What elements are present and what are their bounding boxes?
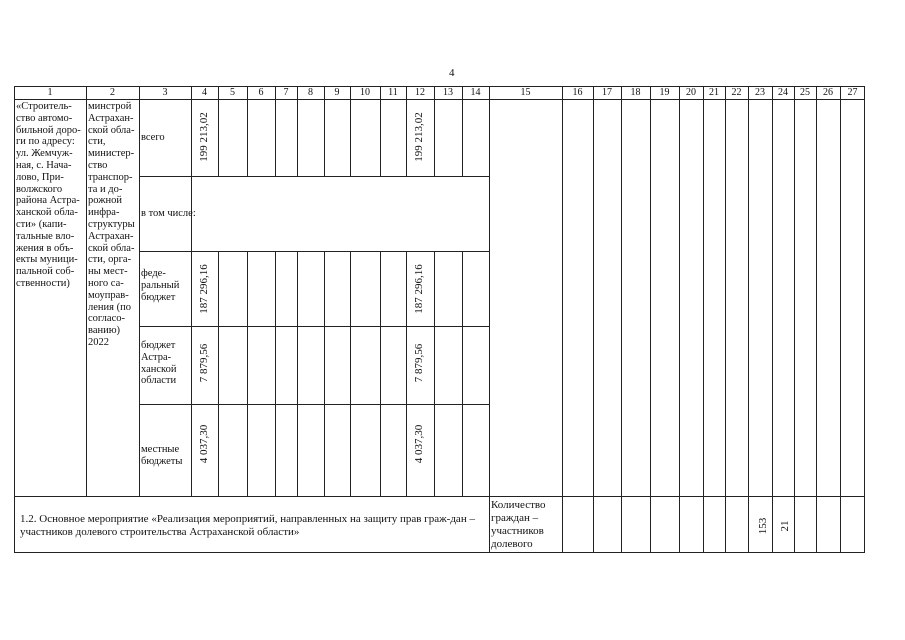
- amount-federal-col12: 187 296,16: [413, 264, 425, 314]
- col-header: 3: [162, 87, 168, 98]
- col-header: 17: [602, 87, 612, 98]
- col-header: 27: [847, 87, 858, 98]
- col-header: 9: [334, 87, 340, 98]
- amount-local-col12: 4 037,30: [413, 424, 425, 464]
- main-event-title: 1.2. Основное мероприятие «Реализация мероприятий, направленных на защиту прав граж-дан – участников долевого строительства Астраханской области»: [20, 513, 475, 538]
- indicator-name: Количество граждан – участников долевого: [491, 499, 546, 550]
- col-header: 5: [230, 87, 235, 98]
- amount-total-col4: 199 213,02: [198, 112, 210, 162]
- col-header: 24: [778, 87, 788, 98]
- page-number: 4: [449, 67, 455, 79]
- col-header: 10: [360, 87, 370, 98]
- indicator-value-col25: 21: [779, 520, 791, 532]
- col-header: 19: [659, 87, 670, 98]
- col-header: 22: [731, 87, 742, 98]
- col-header: 12: [415, 87, 425, 98]
- indicator-value-col24: 153: [757, 517, 769, 535]
- subrow-label-total: всего: [141, 132, 165, 143]
- subrow-label-regional: бюджет Астра-ханской области: [141, 340, 177, 387]
- amount-total-col12: 199 213,02: [413, 112, 425, 162]
- amount-regional-col12: 7 879,56: [413, 343, 425, 383]
- amount-federal-col4: 187 296,16: [198, 264, 210, 314]
- col-header: 26: [823, 87, 833, 98]
- subrow-label-including: в том числе:: [141, 208, 196, 219]
- responsible-executors: минстрой Астрахан-ской обла-сти, министер-ство транспор-та и до-рожной инфра-структуры Астрахан-ской обла-сти, орга-ны мест-ного са-моуправ-ления (по согласо-ванию) 2022: [88, 101, 135, 348]
- col-header: 8: [308, 87, 313, 98]
- subrow-label-local: местные бюджеты: [141, 444, 183, 467]
- col-header: 7: [283, 87, 289, 98]
- amount-regional-col4: 7 879,56: [198, 343, 210, 383]
- col-header: 23: [755, 87, 765, 98]
- col-header: 14: [470, 87, 481, 98]
- col-header: 21: [709, 87, 719, 98]
- col-header: 20: [686, 87, 696, 98]
- col-header: 15: [520, 87, 531, 98]
- subrow-label-federal: феде-ральный бюджет: [141, 268, 180, 303]
- col-header: 16: [572, 87, 583, 98]
- col-header: 4: [202, 87, 207, 98]
- amount-local-col4: 4 037,30: [198, 424, 210, 464]
- col-header: 18: [630, 87, 641, 98]
- col-header: 11: [388, 87, 398, 98]
- table-grid: [14, 86, 865, 553]
- program-table: [14, 86, 865, 553]
- col-header: 6: [258, 87, 264, 98]
- col-header: 2: [110, 87, 115, 98]
- col-header: 13: [443, 87, 453, 98]
- construction-object-name: «Строитель-ство автомо-бильной доро-ги по адресу: ул. Жемчуж-ная, с. Нача-лово, При-волжского района Астра-ханской обла-сти» (капи-тальные вло-жения в объ-екты муници-пальной соб-ственности): [16, 101, 81, 289]
- col-header: 1: [47, 87, 53, 98]
- col-header: 25: [800, 87, 810, 98]
